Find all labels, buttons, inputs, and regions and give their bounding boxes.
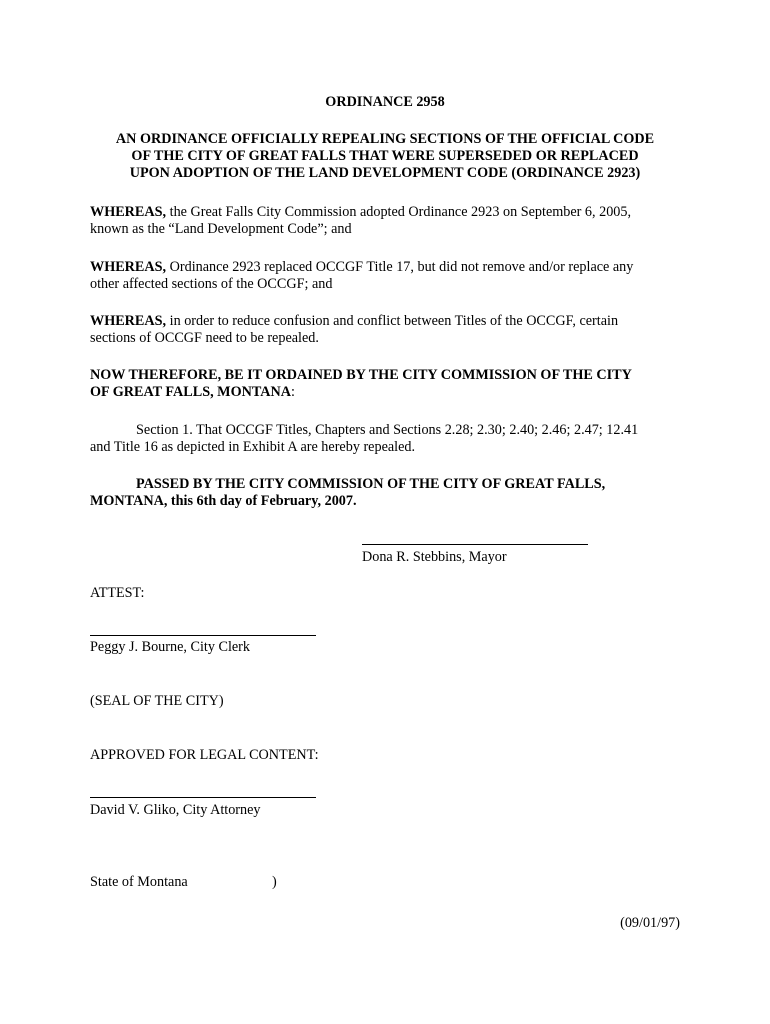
whereas-clause: WHEREAS, in order to reduce confusion and conflict between Titles of the OCCGF, certain sections of OCCGF need to be repealed.	[90, 313, 619, 346]
subtitle-line: AN ORDINANCE OFFICIALLY REPEALING SECTIONS OF THE OFFICIAL CODE	[115, 131, 655, 147]
attorney-name: David V. Gliko, City Attorney	[90, 802, 261, 818]
state-label: State of Montana	[90, 874, 188, 890]
whereas-clause: WHEREAS, the Great Falls City Commission adopted Ordinance 2923 on September 6, 2005, known as the “Land Development Code”; and	[90, 204, 632, 237]
city-seal-placeholder: (SEAL OF THE CITY)	[90, 693, 224, 709]
ordinance-subtitle	[0, 131, 770, 182]
section-1: Section 1. That OCCGF Titles, Chapters and Sections 2.28; 2.30; 2.40; 2.46; 2.47; 12.41 and Title 16 as depicted in Exhibit A are hereby repealed.	[90, 422, 639, 455]
mayor-signature-line	[362, 544, 588, 545]
clerk-name: Peggy J. Bourne, City Clerk	[90, 639, 250, 655]
subtitle-line: UPON ADOPTION OF THE LAND DEVELOPMENT CODE (ORDINANCE 2923)	[129, 165, 641, 181]
passed-clause: PASSED BY THE CITY COMMISSION OF THE CITY OF GREAT FALLS, MONTANA, this 6th day of February, 2007.	[90, 476, 606, 509]
subtitle-line: OF THE CITY OF GREAT FALLS THAT WERE SUPERSEDED OR REPLACED	[131, 148, 639, 164]
whereas-clause: WHEREAS, Ordinance 2923 replaced OCCGF Title 17, but did not remove and/or replace any other affected sections of the OCCGF; and	[90, 259, 634, 292]
ordaining-clause: NOW THEREFORE, BE IT ORDAINED BY THE CITY COMMISSION OF THE CITY OF GREAT FALLS, MONTANA:	[90, 367, 632, 400]
approved-label: APPROVED FOR LEGAL CONTENT:	[90, 747, 319, 763]
attest-label: ATTEST:	[90, 585, 145, 601]
mayor-name: Dona R. Stebbins, Mayor	[362, 549, 507, 565]
state-paren: )	[272, 874, 277, 890]
footer-date: (09/01/97)	[620, 915, 680, 931]
ordinance-title: ORDINANCE 2958	[325, 94, 445, 110]
clerk-signature-line	[90, 635, 316, 636]
attorney-signature-line	[90, 797, 316, 798]
